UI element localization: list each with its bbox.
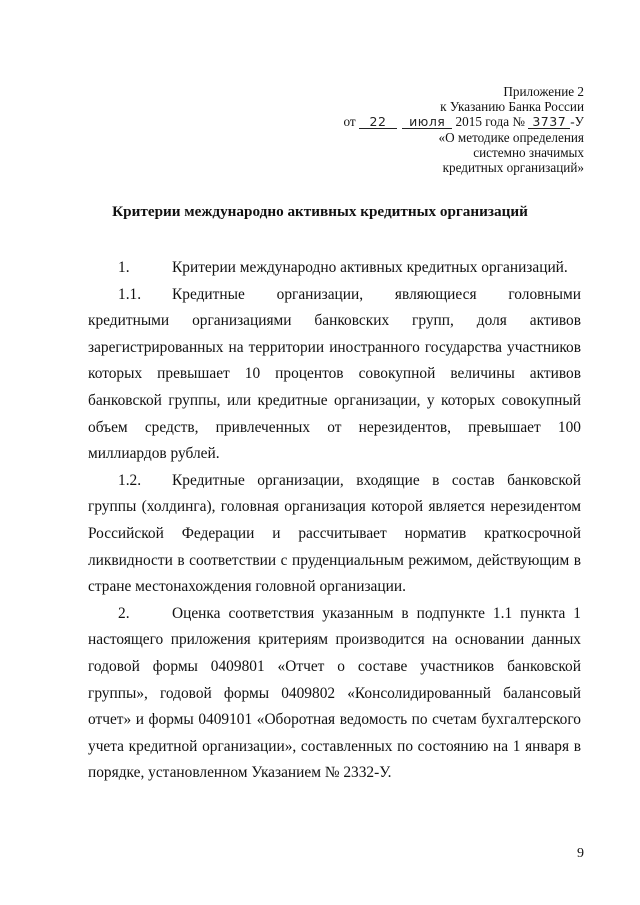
handwritten-day: 22 bbox=[359, 115, 397, 129]
year-text: 2015 года № bbox=[455, 114, 525, 130]
paragraph-1-1 bbox=[88, 282, 581, 468]
appendix-label: Приложение 2 bbox=[503, 84, 584, 99]
handwritten-decree-number: 3737 bbox=[528, 115, 570, 129]
page-number: 9 bbox=[577, 846, 584, 861]
paragraph-text: Кредитные организации, являющиеся головными кредитными организациями банковских групп, доля активов зарегистрированных на территории иностранного государства участников которых превышает 10 процентов совокупной величины активов банковской группы, или кредитные организации, у которых совокупный объем средств, привлеченных от нерезидентов, превышает 100 миллиардов рублей. bbox=[88, 285, 581, 463]
appendix-reference: к Указанию Банка России bbox=[440, 99, 584, 115]
decree-title-line-1: «О методике определения bbox=[438, 129, 584, 145]
paragraph-text: Кредитные организации, входящие в состав банковской группы (холдинга), головная организация которой является нерезидентом Российской Федерации и рассчитывает норматив краткосрочной ликвидности в соответствии с пруденциальным режимом, действующим в стране местонахождения головной организации. bbox=[88, 471, 581, 596]
paragraph-2 bbox=[88, 601, 581, 787]
paragraph-text: Критерии международно активных кредитных организаций. bbox=[172, 259, 568, 276]
decree-title-line-2: системно значимых bbox=[473, 144, 584, 160]
document-body bbox=[88, 255, 581, 787]
paragraph-number: 1.2. bbox=[118, 471, 142, 489]
paragraph-number: 2. bbox=[118, 604, 130, 622]
paragraph-number: 1. bbox=[118, 259, 130, 276]
paragraph-1-2 bbox=[88, 468, 581, 601]
date-prefix: от bbox=[343, 114, 356, 130]
paragraph-text: Оценка соответствия указанным в подпункте 1.1 пункта 1 настоящего приложения критериям производится на основании данных годовой формы 0409801 «Отчет о составе участников банковской группы», годовой формы 0409802 «Консолидированный балансовый отчет» и формы 0409101 «Оборотная ведомость по счетам бухгалтерского учета кредитной организации», составленных по состоянию на 1 января в порядке, установленном Указанием № 2332-У. bbox=[88, 604, 581, 782]
document-title: Критерии международно активных кредитных организаций bbox=[112, 203, 528, 220]
paragraph-number: 1.1. bbox=[118, 285, 142, 303]
decree-suffix: -У bbox=[570, 114, 584, 130]
paragraph-1 bbox=[88, 255, 581, 282]
appendix-header bbox=[324, 84, 584, 175]
handwritten-month: июля bbox=[402, 115, 452, 129]
decree-date-line bbox=[324, 114, 584, 129]
decree-title-line-3: кредитных организаций» bbox=[442, 160, 584, 176]
